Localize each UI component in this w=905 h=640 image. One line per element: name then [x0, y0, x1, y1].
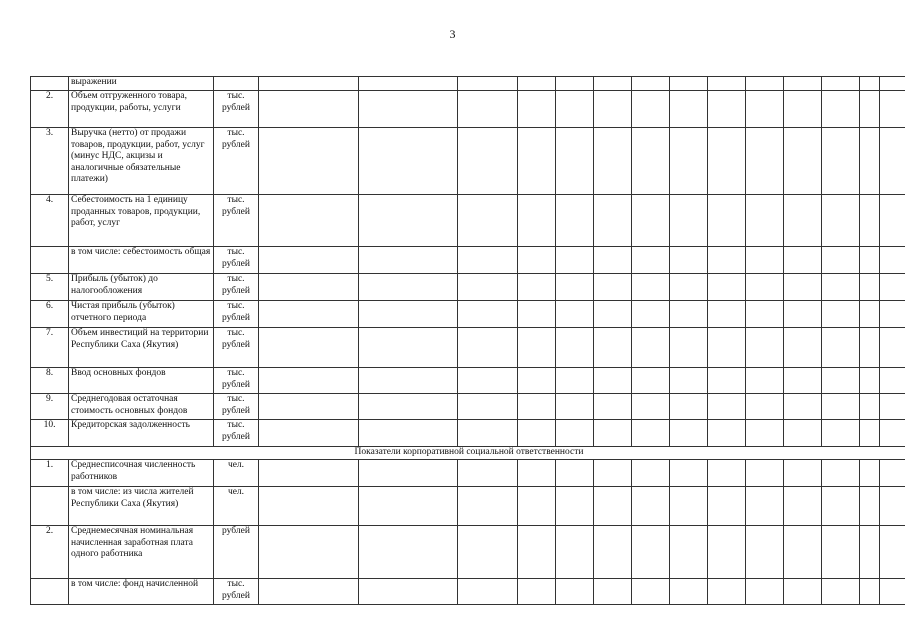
- row-number: 1.: [31, 460, 69, 487]
- row-number: 7.: [31, 328, 69, 368]
- indicators-table: [30, 76, 905, 605]
- indicator-name: Кредиторская задолженность: [69, 420, 214, 447]
- indicator-name: в том числе: из числа жителей Республики Саха (Якутия): [69, 487, 214, 526]
- section-header-row: [31, 447, 905, 460]
- table-row: [31, 274, 905, 301]
- indicator-name: Выручка (нетто) от продажи товаров, продукции, работ, услуг (минус НДС, акцизы и аналогичные обязательные платежи): [69, 128, 214, 195]
- row-number: 6.: [31, 301, 69, 328]
- table-row: [31, 368, 905, 394]
- indicator-name: Среднесписочная численность работников: [69, 460, 214, 487]
- unit-cell: тыс. рублей: [214, 274, 259, 301]
- table-row: [31, 301, 905, 328]
- table-row: [31, 91, 905, 128]
- row-number: 2.: [31, 526, 69, 579]
- row-number: 5.: [31, 274, 69, 301]
- unit-cell: тыс. рублей: [214, 301, 259, 328]
- row-number: 8.: [31, 368, 69, 394]
- unit-cell: тыс. рублей: [214, 91, 259, 128]
- unit-cell: тыс. рублей: [214, 247, 259, 274]
- indicator-name: Объем инвестиций на территории Республики Саха (Якутия): [69, 328, 214, 368]
- indicator-name: Чистая прибыль (убыток) отчетного периода: [69, 301, 214, 328]
- row-number: [31, 579, 69, 605]
- indicator-name: Прибыль (убыток) до налогообложения: [69, 274, 214, 301]
- indicator-name: Ввод основных фондов: [69, 368, 214, 394]
- unit-cell: тыс. рублей: [214, 128, 259, 195]
- unit-cell: тыс. рублей: [214, 394, 259, 420]
- row-number: 3.: [31, 128, 69, 195]
- indicator-name: Объем отгруженного товара, продукции, работы, услуги: [69, 91, 214, 128]
- indicator-name: в том числе: себестоимость общая: [69, 247, 214, 274]
- indicator-name: Среднегодовая остаточная стоимость основных фондов: [69, 394, 214, 420]
- table-row: [31, 77, 905, 91]
- unit-cell: тыс. рублей: [214, 368, 259, 394]
- row-number: 4.: [31, 195, 69, 247]
- page-number: 3: [449, 27, 456, 41]
- row-number: 9.: [31, 394, 69, 420]
- table-row: [31, 526, 905, 579]
- table-row: [31, 579, 905, 605]
- row-number: [31, 487, 69, 526]
- section-title: Показатели корпоративной социальной ответственности: [31, 447, 905, 460]
- indicator-name: Среднемесячная номинальная начисленная заработная плата одного работника: [69, 526, 214, 579]
- indicator-name: Себестоимость на 1 единицу проданных товаров, продукции, работ, услуг: [69, 195, 214, 247]
- unit-cell: рублей: [214, 526, 259, 579]
- unit-cell: чел.: [214, 460, 259, 487]
- row-number: [31, 247, 69, 274]
- table-row: [31, 128, 905, 195]
- table-row: [31, 247, 905, 274]
- table-row: [31, 328, 905, 368]
- unit-cell: тыс. рублей: [214, 420, 259, 447]
- unit-cell: тыс. рублей: [214, 328, 259, 368]
- unit-cell: тыс. рублей: [214, 579, 259, 605]
- table-row: [31, 460, 905, 487]
- unit-cell: чел.: [214, 487, 259, 526]
- table-row: [31, 394, 905, 420]
- row-number: 2.: [31, 91, 69, 128]
- indicator-name: в том числе: фонд начисленной: [69, 579, 214, 605]
- row-number: 10.: [31, 420, 69, 447]
- unit-cell: тыс. рублей: [214, 195, 259, 247]
- row-number: [31, 77, 69, 91]
- unit-cell: [214, 77, 259, 91]
- table-row: [31, 195, 905, 247]
- table-row: [31, 420, 905, 447]
- indicator-name: выражении: [69, 77, 214, 91]
- table-row: [31, 487, 905, 526]
